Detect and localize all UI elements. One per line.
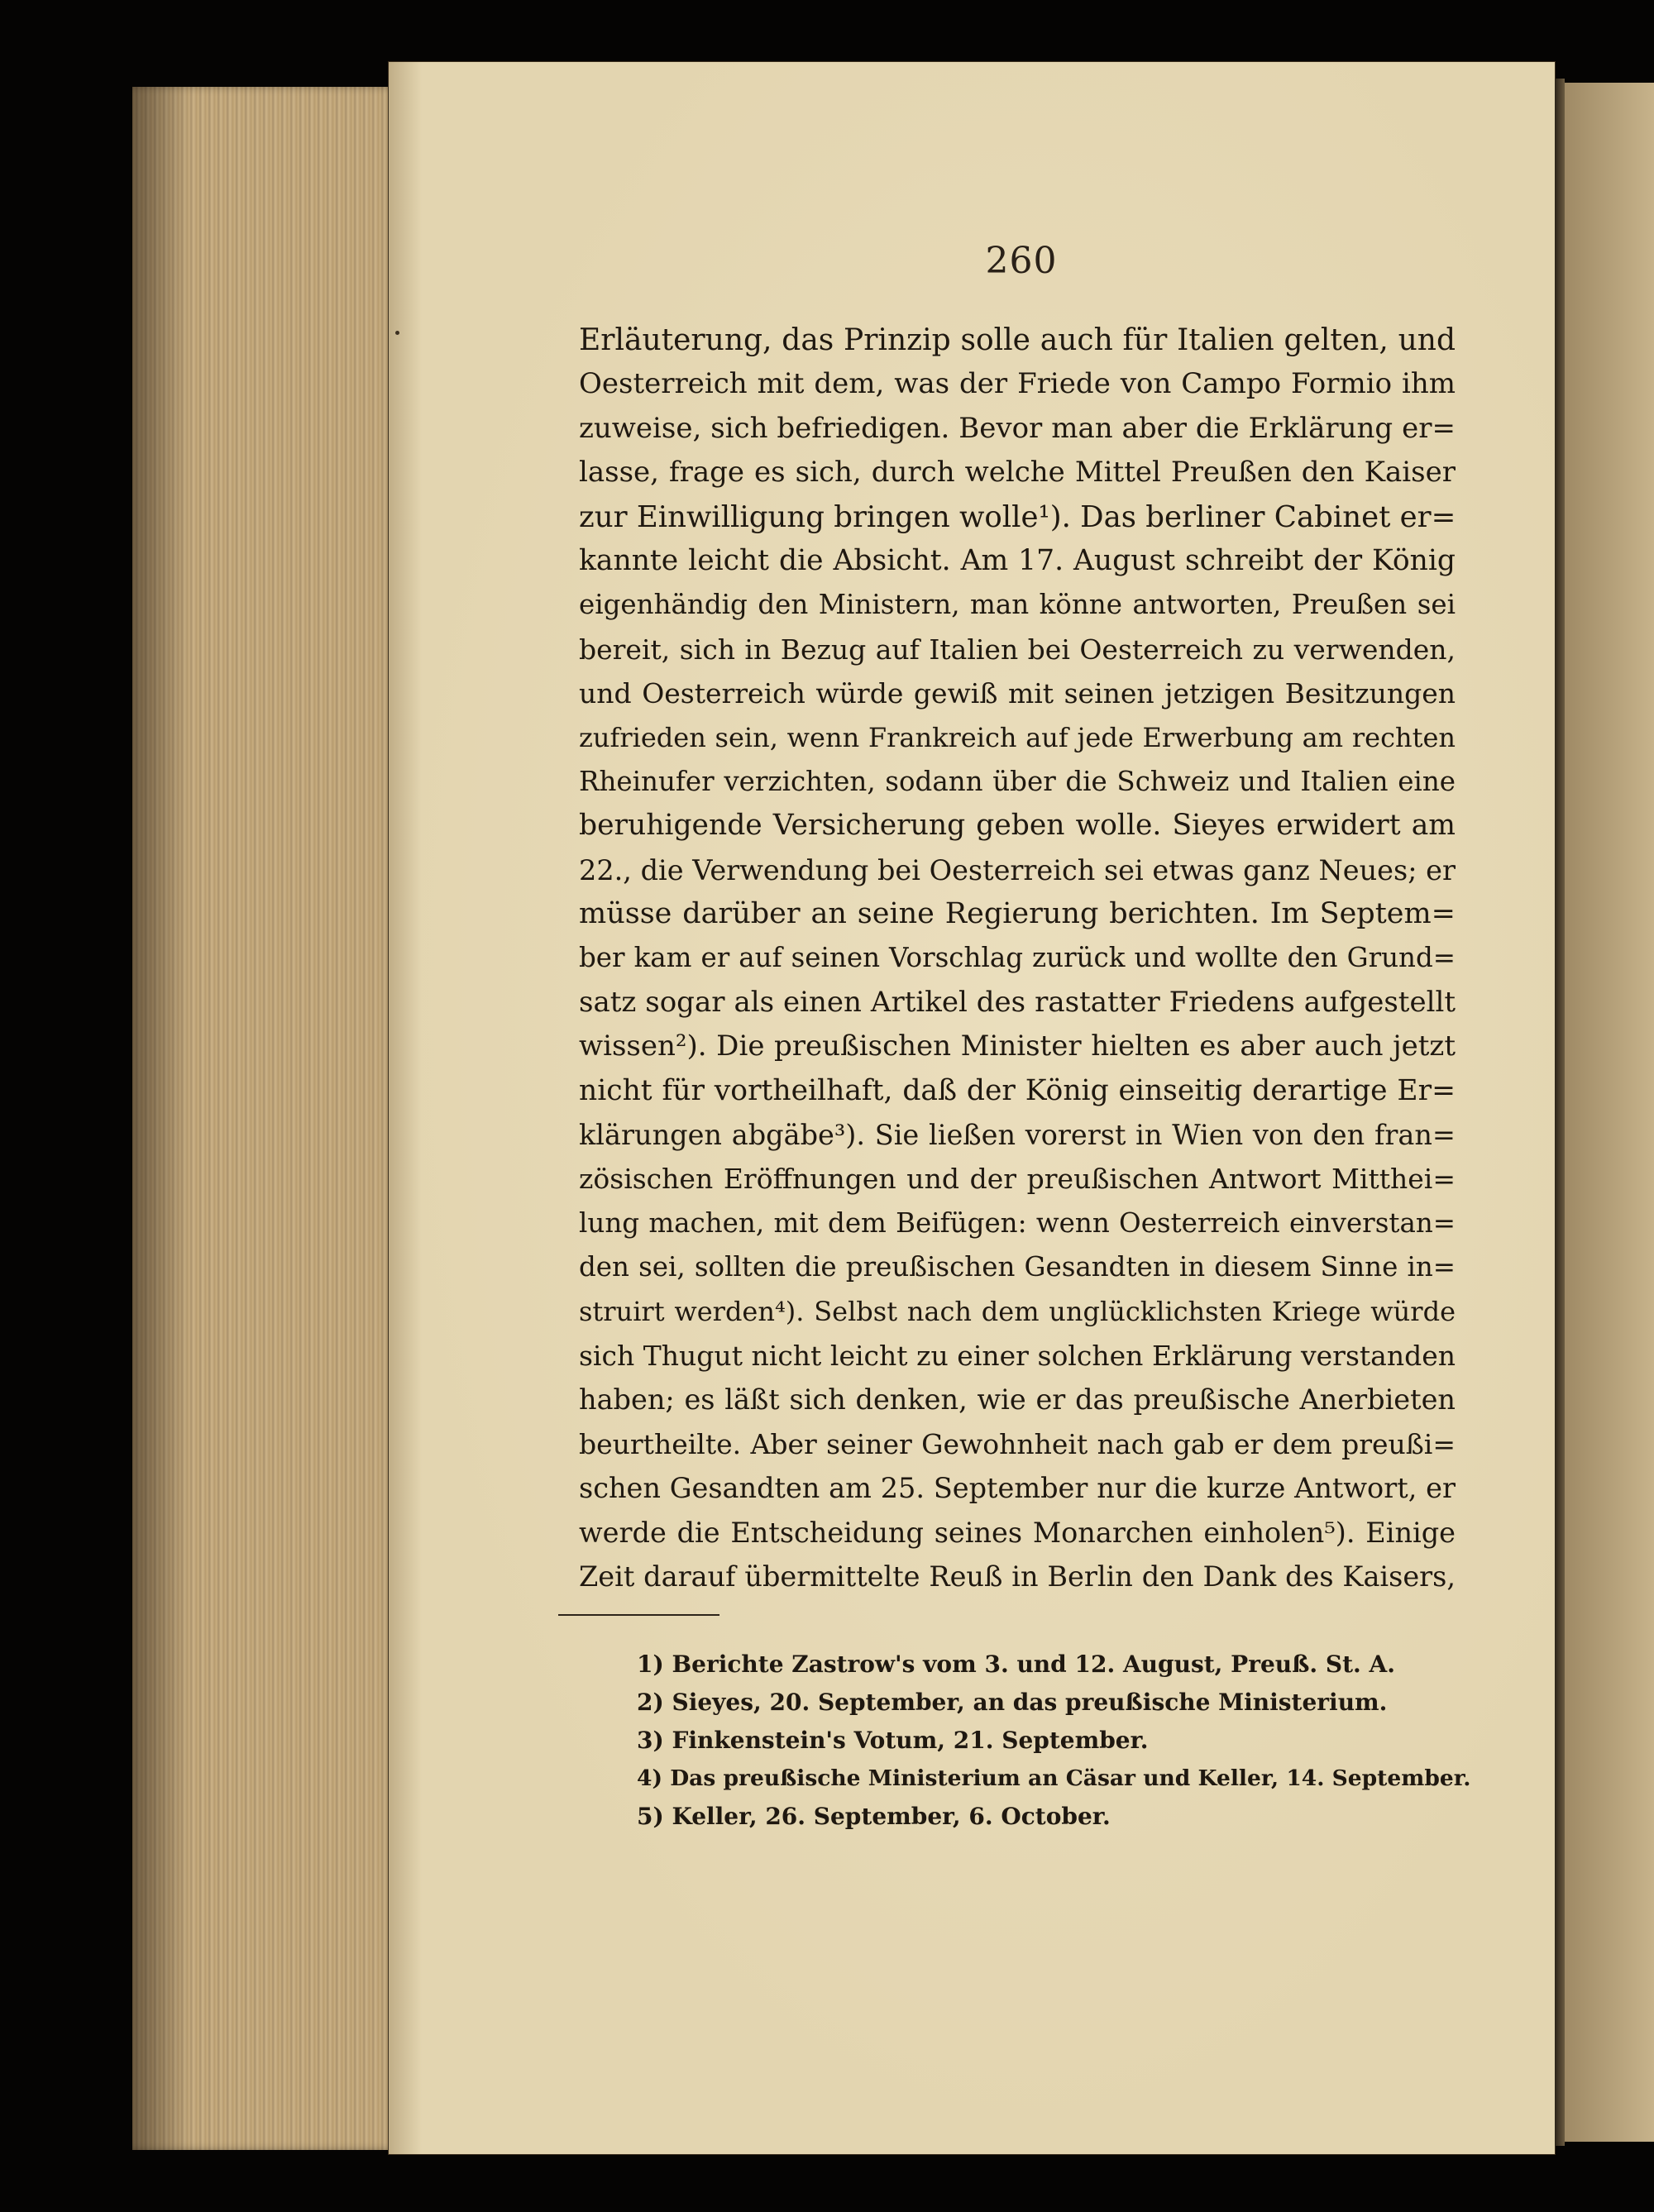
text-line: 22., die Verwendung bei Oesterreich sei etwas ganz Neues; er [579, 853, 1456, 886]
page-number: 260 [985, 240, 1058, 282]
text-line: Zeit darauf übermittelte Reuß in Berlin den Dank des Kaisers, [579, 1560, 1456, 1593]
text-line: zösischen Eröffnungen und der preußischen Antwort Mitthei= [579, 1163, 1456, 1196]
text-line: struirt werden⁴). Selbst nach dem unglücklichsten Kriege würde [579, 1295, 1456, 1327]
text-line: satz sogar als einen Artikel des rastatter Friedens aufgestellt [579, 985, 1456, 1019]
text-line: haben; es läßt sich denken, wie er das preußische Anerbieten [579, 1383, 1456, 1417]
footnote: 1) Berichte Zastrow's vom 3. und 12. August, Preuß. St. A. [637, 1651, 1396, 1678]
text-line: schen Gesandten am 25. September nur die kurze Antwort, er [579, 1472, 1456, 1505]
text-line: zuweise, sich befriedigen. Bevor man aber die Erklärung er= [579, 411, 1456, 445]
text-line: eigenhändig den Ministern, man könne antworten, Preußen sei [579, 589, 1456, 621]
text-line: wissen²). Die preußischen Minister hielten es aber auch jetzt [579, 1030, 1456, 1063]
text-line: bereit, sich in Bezug auf Italien bei Oesterreich zu verwenden, [579, 633, 1456, 666]
footnotes-block [637, 1646, 1480, 1836]
text-line: Rheinufer verzichten, sodann über die Schweiz und Italien eine [579, 765, 1456, 797]
footnote: 5) Keller, 26. September, 6. October. [637, 1803, 1111, 1830]
text-line: sich Thugut nicht leicht zu einer solchen Erklärung verstanden [579, 1339, 1456, 1372]
text-line: müsse darüber an seine Regierung berichten. Im Septem= [579, 897, 1456, 931]
text-line: zur Einwilligung bringen wolle¹). Das berliner Cabinet er= [579, 499, 1456, 534]
page-edges-shadow [132, 87, 190, 2150]
margin-speck [395, 331, 399, 335]
text-line: ber kam er auf seinen Vorschlag zurück und wollte den Grund= [579, 942, 1456, 974]
footnote-separator [558, 1614, 719, 1616]
text-line: werde die Entscheidung seines Monarchen einholen⁵). Einige [579, 1516, 1456, 1549]
footnote: 2) Sieyes, 20. September, an das preußische Ministerium. [637, 1689, 1388, 1716]
facing-page-edge [1565, 83, 1654, 2142]
text-line: nicht für vortheilhaft, daß der König einseitig derartige Er= [579, 1073, 1456, 1107]
text-line: zufrieden sein, wenn Frankreich auf jede Erwerbung am rechten [579, 721, 1456, 753]
text-line: lasse, frage es sich, durch welche Mittel Preußen den Kaiser [579, 456, 1456, 490]
text-line: Erläuterung, das Prinzip solle auch für Italien gelten, und [579, 323, 1456, 357]
text-line: beurtheilte. Aber seiner Gewohnheit nach gab er dem preußi= [579, 1427, 1456, 1460]
main-text-block [579, 318, 1456, 1598]
text-line: den sei, sollten die preußischen Gesandten in diesem Sinne in= [579, 1251, 1456, 1283]
text-line: und Oesterreich würde gewiß mit seinen jetzigen Besitzungen [579, 677, 1456, 710]
footnote: 4) Das preußische Ministerium an Cäsar und Keller, 14. September. [637, 1765, 1471, 1791]
text-line: klärungen abgäbe³). Sie ließen vorerst in Wien von den fran= [579, 1119, 1456, 1152]
footnote: 3) Finkenstein's Votum, 21. September. [637, 1727, 1149, 1754]
text-line: Oesterreich mit dem, was der Friede von Campo Formio ihm [579, 367, 1456, 401]
book-gutter [1555, 79, 1565, 2146]
text-line: beruhigende Versicherung geben wolle. Sieyes erwidert am [579, 809, 1456, 843]
text-line: kannte leicht die Absicht. Am 17. August schreibt der König [579, 543, 1456, 577]
text-line: lung machen, mit dem Beifügen: wenn Oesterreich einverstan= [579, 1206, 1456, 1239]
